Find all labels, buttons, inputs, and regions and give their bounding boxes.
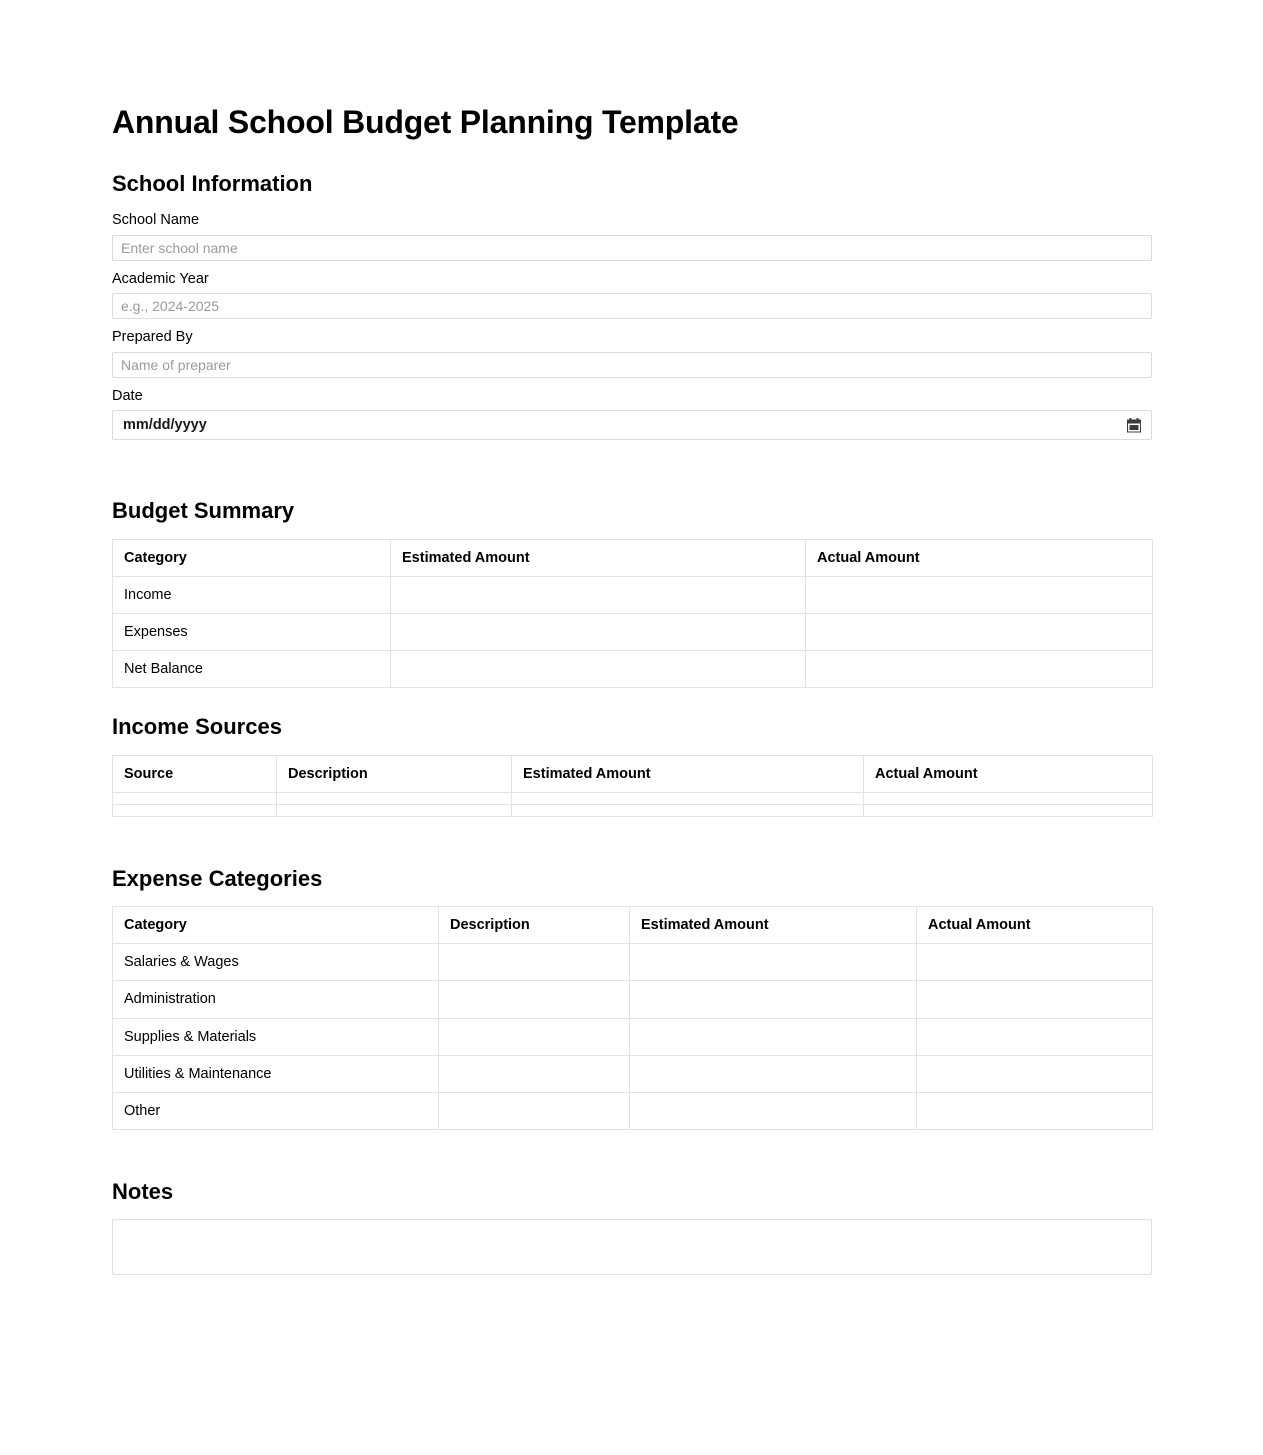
column-header-source: Source: [113, 755, 277, 792]
table-header-row: [113, 907, 1153, 944]
cell-description[interactable]: [439, 1055, 630, 1092]
spacer: [112, 688, 1152, 714]
section-school-information: [112, 171, 1152, 441]
table-row: [113, 651, 1153, 688]
cell-category: Other: [113, 1092, 439, 1129]
cell-description[interactable]: [277, 804, 512, 816]
column-header-description: Description: [439, 907, 630, 944]
table-row: [113, 576, 1153, 613]
table-row: [113, 944, 1153, 981]
cell-category: Income: [113, 576, 391, 613]
column-header-category: Category: [113, 539, 391, 576]
label-academic-year: Academic Year: [112, 270, 209, 287]
field-school-name: [112, 211, 1152, 261]
cell-actual-amount[interactable]: [806, 576, 1153, 613]
cell-actual-amount[interactable]: [917, 1055, 1153, 1092]
cell-estimated-amount[interactable]: [391, 614, 806, 651]
budget-summary-table: [112, 539, 1153, 689]
table-row: [113, 1092, 1153, 1129]
column-header-estimated-amount: Estimated Amount: [391, 539, 806, 576]
spacer: [112, 817, 1152, 866]
table-row: [113, 981, 1153, 1018]
cell-description[interactable]: [277, 792, 512, 804]
cell-actual-amount[interactable]: [806, 651, 1153, 688]
school-name-input[interactable]: [112, 235, 1152, 261]
cell-actual-amount[interactable]: [806, 614, 1153, 651]
cell-actual-amount[interactable]: [917, 1092, 1153, 1129]
table-row: [113, 614, 1153, 651]
section-notes: [112, 1179, 1152, 1275]
cell-estimated-amount[interactable]: [630, 1092, 917, 1129]
cell-description[interactable]: [439, 1018, 630, 1055]
cell-actual-amount[interactable]: [917, 1018, 1153, 1055]
column-header-estimated-amount: Estimated Amount: [630, 907, 917, 944]
cell-estimated-amount[interactable]: [512, 792, 864, 804]
cell-actual-amount[interactable]: [864, 804, 1153, 816]
spacer: [112, 1130, 1152, 1179]
prepared-by-input[interactable]: [112, 352, 1152, 378]
cell-estimated-amount[interactable]: [391, 576, 806, 613]
academic-year-input[interactable]: [112, 293, 1152, 319]
cell-source[interactable]: [113, 792, 277, 804]
column-header-actual-amount: Actual Amount: [806, 539, 1153, 576]
cell-estimated-amount[interactable]: [512, 804, 864, 816]
section-heading-school-information: School Information: [112, 170, 313, 196]
spacer: [112, 449, 1152, 498]
label-prepared-by: Prepared By: [112, 329, 193, 346]
label-date: Date: [112, 387, 143, 404]
page-title: Annual School Budget Planning Template: [112, 104, 739, 140]
cell-category: Utilities & Maintenance: [113, 1055, 439, 1092]
cell-estimated-amount[interactable]: [391, 651, 806, 688]
cell-actual-amount[interactable]: [864, 792, 1153, 804]
cell-estimated-amount[interactable]: [630, 981, 917, 1018]
label-school-name: School Name: [112, 212, 200, 229]
field-academic-year: [112, 270, 1152, 320]
section-heading-expense-categories: Expense Categories: [112, 865, 323, 891]
section-expense-categories: [112, 866, 1152, 1130]
column-header-actual-amount: Actual Amount: [864, 755, 1153, 792]
cell-category: Supplies & Materials: [113, 1018, 439, 1055]
cell-category: Administration: [113, 981, 439, 1018]
cell-category: Net Balance: [113, 651, 391, 688]
column-header-actual-amount: Actual Amount: [917, 907, 1153, 944]
cell-actual-amount[interactable]: [917, 981, 1153, 1018]
table-row: [113, 804, 1153, 816]
cell-description[interactable]: [439, 1092, 630, 1129]
table-header-row: [113, 539, 1153, 576]
date-input-wrapper: [112, 410, 1152, 440]
table-row: [113, 792, 1153, 804]
table-header-row: [113, 755, 1153, 792]
date-input[interactable]: [112, 410, 1152, 440]
table-row: [113, 1055, 1153, 1092]
section-heading-budget-summary: Budget Summary: [112, 498, 295, 524]
section-heading-income-sources: Income Sources: [112, 714, 282, 740]
notes-textarea[interactable]: [112, 1219, 1152, 1275]
field-prepared-by: [112, 328, 1152, 378]
section-heading-notes: Notes: [112, 1178, 174, 1204]
column-header-estimated-amount: Estimated Amount: [512, 755, 864, 792]
table-row: [113, 1018, 1153, 1055]
income-sources-table: [112, 755, 1153, 817]
cell-source[interactable]: [113, 804, 277, 816]
cell-estimated-amount[interactable]: [630, 944, 917, 981]
field-date: [112, 387, 1152, 441]
cell-estimated-amount[interactable]: [630, 1055, 917, 1092]
cell-category: Expenses: [113, 614, 391, 651]
cell-actual-amount[interactable]: [917, 944, 1153, 981]
column-header-category: Category: [113, 907, 439, 944]
cell-description[interactable]: [439, 944, 630, 981]
cell-category: Salaries & Wages: [113, 944, 439, 981]
column-header-description: Description: [277, 755, 512, 792]
section-budget-summary: [112, 498, 1152, 688]
cell-estimated-amount[interactable]: [630, 1018, 917, 1055]
expense-categories-table: [112, 906, 1153, 1130]
cell-description[interactable]: [439, 981, 630, 1018]
section-income-sources: [112, 714, 1152, 817]
